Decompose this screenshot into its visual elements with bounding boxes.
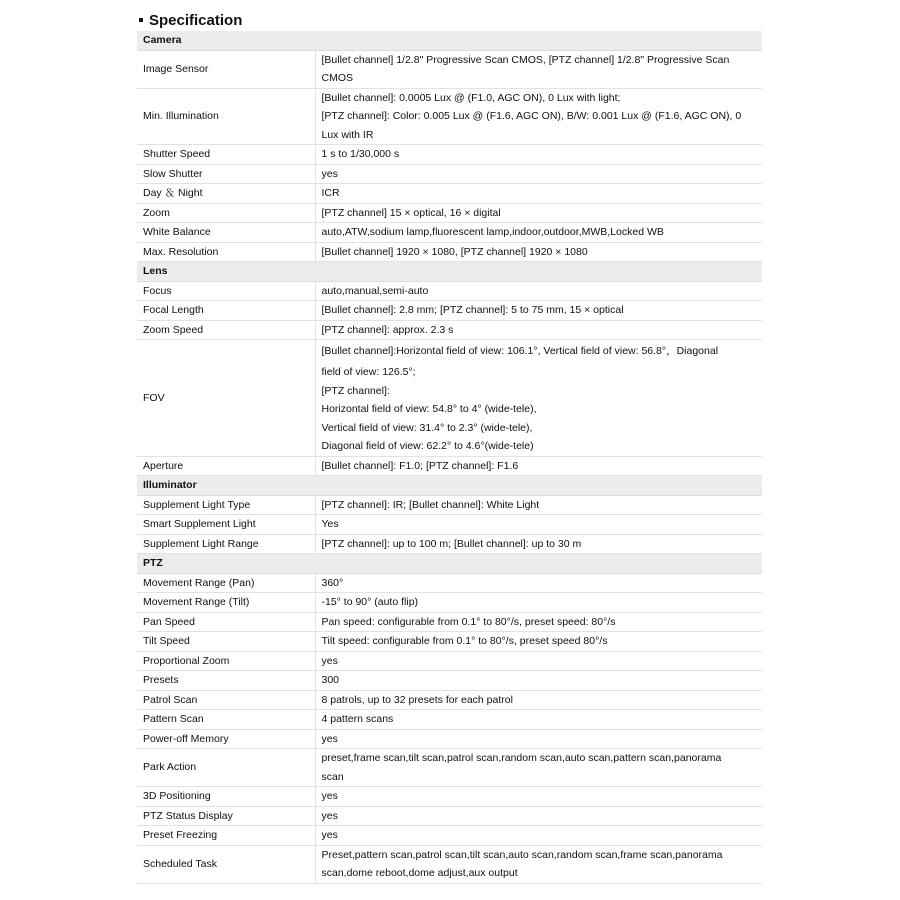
spec-value-line: Pan speed: configurable from 0.1° to 80°/s, preset speed: 80°/s [321,615,616,628]
spec-row [137,710,762,730]
spec-label: Scheduled Task [137,845,315,883]
spec-value [315,593,762,613]
spec-label: Preset Freezing [137,826,315,846]
spec-row [137,612,762,632]
spec-row [137,651,762,671]
spec-label: Smart Supplement Light [137,515,315,535]
spec-label: Zoom Speed [137,320,315,340]
spec-label: Movement Range (Pan) [137,573,315,593]
spec-label: Shutter Speed [137,145,315,165]
spec-row [137,749,762,787]
spec-label: Slow Shutter [137,164,315,184]
spec-value [315,534,762,554]
spec-value-line: Preset,pattern scan,patrol scan,tilt scan,auto scan,random scan,frame scan,panorama [321,848,723,861]
section-header-row [137,476,762,496]
spec-value [315,573,762,593]
spec-value [315,164,762,184]
spec-value [315,340,762,457]
spec-value-line: yes [321,790,338,802]
spec-value [315,88,762,145]
spec-label: Supplement Light Type [137,495,315,515]
spec-value [315,710,762,730]
spec-row [137,184,762,204]
spec-value [315,690,762,710]
spec-row [137,50,762,88]
spec-value-line: Diagonal field of view: 62.2° to 4.6°(wide-tele) [321,440,534,452]
spec-row [137,806,762,826]
spec-row [137,534,762,554]
spec-value-line: yes [321,732,338,745]
spec-value [315,320,762,340]
spec-row [137,671,762,691]
spec-label: Aperture [137,456,315,476]
spec-value [315,242,762,262]
spec-value-line: Yes [321,518,339,530]
section-title: Camera [137,31,762,50]
spec-document [137,10,762,884]
spec-label: Zoom [137,203,315,223]
spec-label: Image Sensor [137,50,315,88]
spec-value [315,787,762,807]
spec-value-line: [PTZ channel]: up to 100 m; [Bullet channel]: up to 30 m [321,537,582,550]
spec-value-line: [Bullet channel]: F1.0; [PTZ channel]: F1.6 [321,459,519,472]
spec-value [315,184,762,204]
spec-row [137,632,762,652]
spec-value-line: scan [321,770,344,783]
spec-value [315,495,762,515]
spec-label: Movement Range (Tilt) [137,593,315,613]
spec-row [137,729,762,749]
spec-value [315,749,762,787]
spec-value [315,515,762,535]
spec-value-line: 360° [321,576,344,589]
section-header-row [137,31,762,50]
bullet-icon [139,18,143,22]
spec-value-line: Horizontal field of view: 54.8° to 4° (wide-tele), [321,403,537,415]
spec-label: Day ＆ Night [137,184,315,204]
spec-table-body [137,31,762,883]
spec-value-line: 1 s to 1/30,000 s [321,148,400,160]
spec-value [315,145,762,165]
spec-value [315,826,762,846]
spec-row [137,164,762,184]
spec-value [315,612,762,632]
spec-label: White Balance [137,223,315,243]
spec-row [137,573,762,593]
spec-value-line: Vertical field of view: 31.4° to 2.3° (wide-tele), [321,421,533,434]
section-header-row [137,262,762,282]
spec-value [315,203,762,223]
spec-label: Presets [137,671,315,691]
spec-value [315,729,762,749]
spec-value-line: [Bullet channel]:Horizontal field of view: 106.1°, Vertical field of view: 56.8°，Diagonal [321,345,719,357]
section-title: PTZ [137,554,762,574]
spec-value-line: auto,manual,semi-auto [321,284,429,297]
spec-label: Power-off Memory [137,729,315,749]
spec-row [137,690,762,710]
spec-value-line: yes [321,654,338,667]
spec-label: Patrol Scan [137,690,315,710]
spec-row [137,845,762,883]
spec-value-line: [PTZ channel]: approx. 2.3 s [321,323,454,336]
spec-value-line: field of view: 126.5°; [321,366,416,378]
spec-value-line: Tilt speed: configurable from 0.1° to 80°/s, preset speed 80°/s [321,635,608,647]
section-header-row [137,554,762,574]
spec-label: Supplement Light Range [137,534,315,554]
spec-label: Pan Speed [137,612,315,632]
spec-value [315,806,762,826]
spec-value-line: [Bullet channel]: 0.0005 Lux @ (F1.0, AGC ON), 0 Lux with light; [321,91,621,104]
spec-value [315,632,762,652]
spec-value-line: [PTZ channel]: Color: 0.005 Lux @ (F1.6, AGC ON), B/W: 0.001 Lux @ (F1.6, AGC ON), 0 [321,110,742,122]
spec-row [137,320,762,340]
section-title: Lens [137,262,762,282]
spec-title-row [139,10,762,31]
spec-value-line: 300 [321,674,340,686]
spec-label: Focus [137,281,315,301]
spec-label: Max. Resolution [137,242,315,262]
spec-row [137,456,762,476]
spec-row [137,223,762,243]
spec-table [137,31,762,884]
spec-value-line: [Bullet channel]: 2.8 mm; [PTZ channel]: 5 to 75 mm, 15 × optical [321,304,624,316]
spec-value-line: -15° to 90° (auto flip) [321,596,419,608]
section-title: Illuminator [137,476,762,496]
spec-value-line: [PTZ channel]: IR; [Bullet channel]: White Light [321,498,540,511]
spec-label: 3D Positioning [137,787,315,807]
spec-label: Focal Length [137,301,315,321]
spec-row [137,145,762,165]
spec-row [137,203,762,223]
spec-value-line: [Bullet channel] 1/2.8" Progressive Scan CMOS, [PTZ channel] 1/2.8" Progressive Scan [321,53,730,66]
spec-value [315,301,762,321]
spec-row [137,515,762,535]
spec-row [137,242,762,262]
spec-value-line: yes [321,809,338,822]
spec-value-line: yes [321,829,338,841]
spec-row [137,88,762,145]
spec-value-line: Lux with IR [321,128,374,141]
spec-row [137,787,762,807]
spec-value [315,845,762,883]
spec-value [315,223,762,243]
spec-label: Park Action [137,749,315,787]
spec-label: Tilt Speed [137,632,315,652]
spec-label: PTZ Status Display [137,806,315,826]
spec-value [315,281,762,301]
spec-label: FOV [137,340,315,457]
spec-label: Pattern Scan [137,710,315,730]
spec-label: Proportional Zoom [137,651,315,671]
spec-label: Min. Illumination [137,88,315,145]
spec-value [315,50,762,88]
spec-row [137,826,762,846]
spec-value-line: scan,dome reboot,dome adjust,aux output [321,867,518,879]
spec-value [315,671,762,691]
spec-value [315,651,762,671]
spec-value-line: CMOS [321,72,353,84]
spec-value-line: [Bullet channel] 1920 × 1080, [PTZ channel] 1920 × 1080 [321,245,588,258]
spec-value-line: auto,ATW,sodium lamp,fluorescent lamp,indoor,outdoor,MWB,Locked WB [321,226,664,238]
spec-row [137,593,762,613]
spec-value-line: [PTZ channel]: [321,384,390,397]
spec-row [137,495,762,515]
spec-value [315,456,762,476]
spec-value-line: 4 pattern scans [321,713,394,725]
spec-row [137,301,762,321]
spec-value-line: yes [321,167,338,180]
spec-value-line: preset,frame scan,tilt scan,patrol scan,random scan,auto scan,pattern scan,panorama [321,752,722,764]
spec-row [137,281,762,301]
spec-value-line: ICR [321,187,340,199]
spec-row [137,340,762,457]
spec-title: Specification [149,12,243,29]
spec-value-line: [PTZ channel] 15 × optical, 16 × digital [321,206,501,219]
spec-value-line: 8 patrols, up to 32 presets for each patrol [321,693,513,706]
